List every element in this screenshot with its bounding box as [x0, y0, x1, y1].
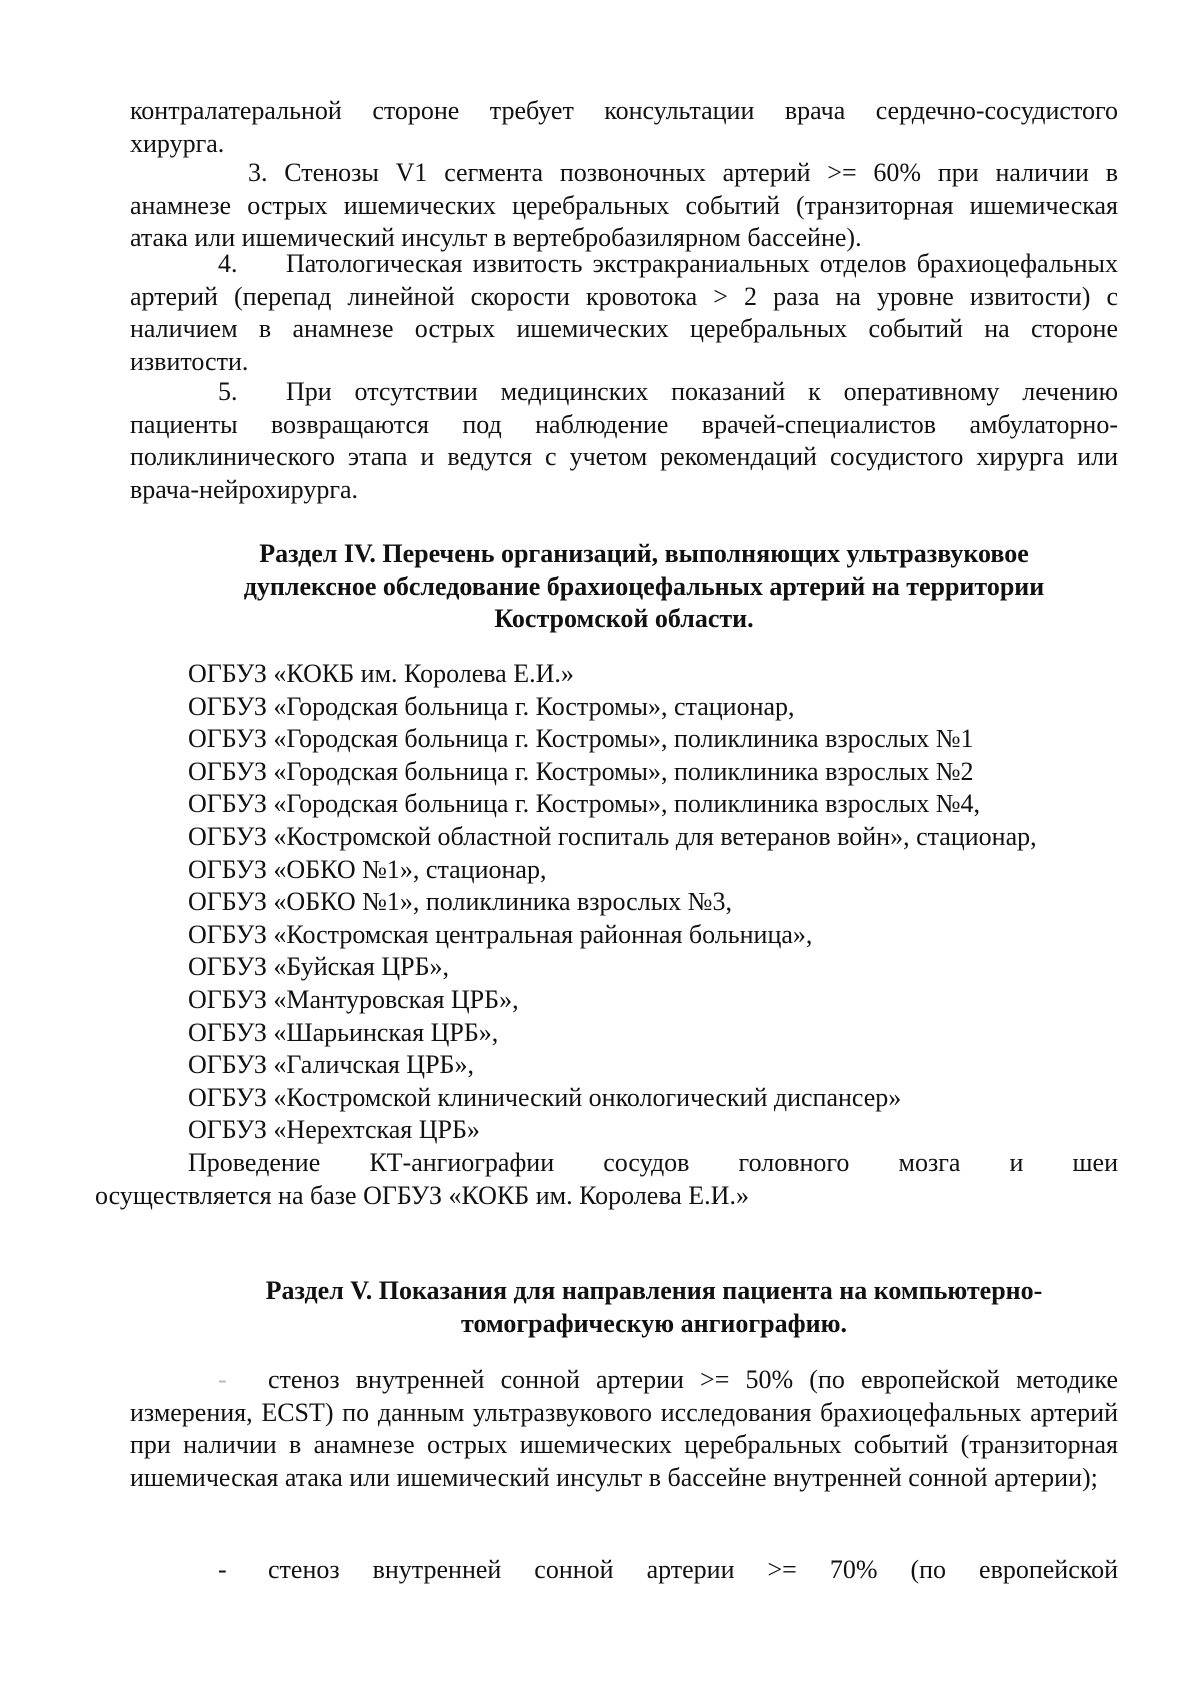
- section-4-heading-line-1: Раздел IV. Перечень организаций, выполняющих ультразвуковое: [259, 539, 1029, 568]
- section-5-heading: [130, 1275, 1118, 1340]
- item-number: 5.: [218, 377, 238, 406]
- list-item: ОГБУЗ «Городская больница г. Костромы», поликлиника взрослых №1: [188, 724, 974, 754]
- list-item-4: [130, 248, 1118, 378]
- list-item: ОГБУЗ «Буйская ЦРБ»,: [188, 952, 450, 982]
- list-item: ОГБУЗ «Галичская ЦРБ»,: [188, 1050, 474, 1080]
- indication-bullet-1: [130, 1364, 1118, 1494]
- list-item: ОГБУЗ «КОКБ им. Королева Е.И.»: [188, 659, 574, 688]
- bullet-text: стеноз внутренней сонной артерии >= 70% (по европейской: [268, 1555, 1118, 1584]
- list-item: ОГБУЗ «Городская больница г. Костромы», поликлиника взрослых №2: [188, 756, 974, 786]
- list-item: ОГБУЗ «Городская больница г. Костромы», стационар,: [188, 691, 795, 721]
- list-item: ОГБУЗ «Мантуровская ЦРБ»,: [188, 984, 519, 1014]
- list-item-3: [130, 157, 1118, 255]
- item-number: 4.: [218, 249, 238, 278]
- item-text: При отсутствии медицинских показаний к оперативному лечению пациенты возвращаются под наблюдение врачей-специалистов амбулаторно-поликлинического этапа и ведутся с учетом рекомендаций сосудистого хирурга или врача-нейрохирурга.: [130, 377, 1118, 504]
- item-number: 3.: [248, 158, 268, 187]
- bullet-text: стеноз внутренней сонной артерии >= 50% (по европейской методике измерения, ECST) по данным ультразвукового исследования брахиоцефальных артерий при наличии в анамнезе острых ишемических церебральных событий (транзиторная ишемическая атака или ишемический инсульт в бассейне внутренней сонной артерии);: [130, 1365, 1118, 1492]
- section-4-heading: [130, 538, 1118, 636]
- intro-line-1: контралатеральной стороне требует консультации врача сердечно-сосудистого: [130, 96, 1118, 125]
- section-5-heading-line-1: Раздел V. Показания для направления пациента на компьютерно-: [265, 1276, 1043, 1305]
- list-item: ОГБУЗ «Шарьинская ЦРБ»,: [188, 1017, 499, 1047]
- dash-bullet-icon: -: [218, 1555, 227, 1584]
- item-text: Патологическая извитость экстракраниальных отделов брахиоцефальных артерий (перепад линейной скорости кровотока > 2 раза на уровне извитости) с наличием в анамнезе острых ишемических церебральных событий на стороне извитости.: [130, 249, 1118, 376]
- section-4-heading-line-2: дуплексное обследование брахиоцефальных артерий на территории: [243, 571, 1045, 601]
- section-4-heading-line-3: Костромской области.: [494, 604, 754, 633]
- indication-bullet-2: [130, 1554, 1118, 1587]
- list-item: ОГБУЗ «ОБКО №1», поликлиника взрослых №3,: [188, 887, 732, 917]
- list-item: ОГБУЗ «Городская больница г. Костромы», поликлиника взрослых №4,: [188, 789, 981, 819]
- organizations-list: [188, 658, 1118, 1147]
- list-item: ОГБУЗ «ОБКО №1», стационар,: [188, 854, 547, 884]
- item-text: Стенозы V1 сегмента позвоночных артерий >= 60% при наличии в анамнезе острых ишемических церебральных событий (транзиторная ишемическая атака или ишемический инсульт в вертебробазилярном бассейне).: [130, 158, 1119, 252]
- list-item: ОГБУЗ «Костромская центральная районная больница»,: [188, 919, 813, 949]
- list-item: ОГБУЗ «Нерехтская ЦРБ»: [188, 1115, 480, 1145]
- list-item: ОГБУЗ «Костромской областной госпиталь для ветеранов войн», стационар,: [188, 821, 1037, 851]
- ct-line-1: Проведение КТ-ангиографии сосудов головного мозга и шеи: [188, 1148, 1118, 1177]
- list-item-5: [130, 376, 1118, 506]
- intro-line-2: хирурга.: [130, 128, 225, 158]
- section-5-heading-line-2: томографическую ангиографию.: [461, 1308, 847, 1338]
- intro-paragraph: [130, 95, 1118, 160]
- dash-bullet-icon: -: [218, 1365, 227, 1394]
- list-item: ОГБУЗ «Костромской клинический онкологический диспансер»: [188, 1082, 902, 1112]
- ct-angiography-paragraph: [95, 1147, 1118, 1212]
- ct-line-2: осуществляется на базе ОГБУЗ «КОКБ им. Королева Е.И.»: [95, 1180, 749, 1210]
- bullet-line: [130, 1554, 1118, 1587]
